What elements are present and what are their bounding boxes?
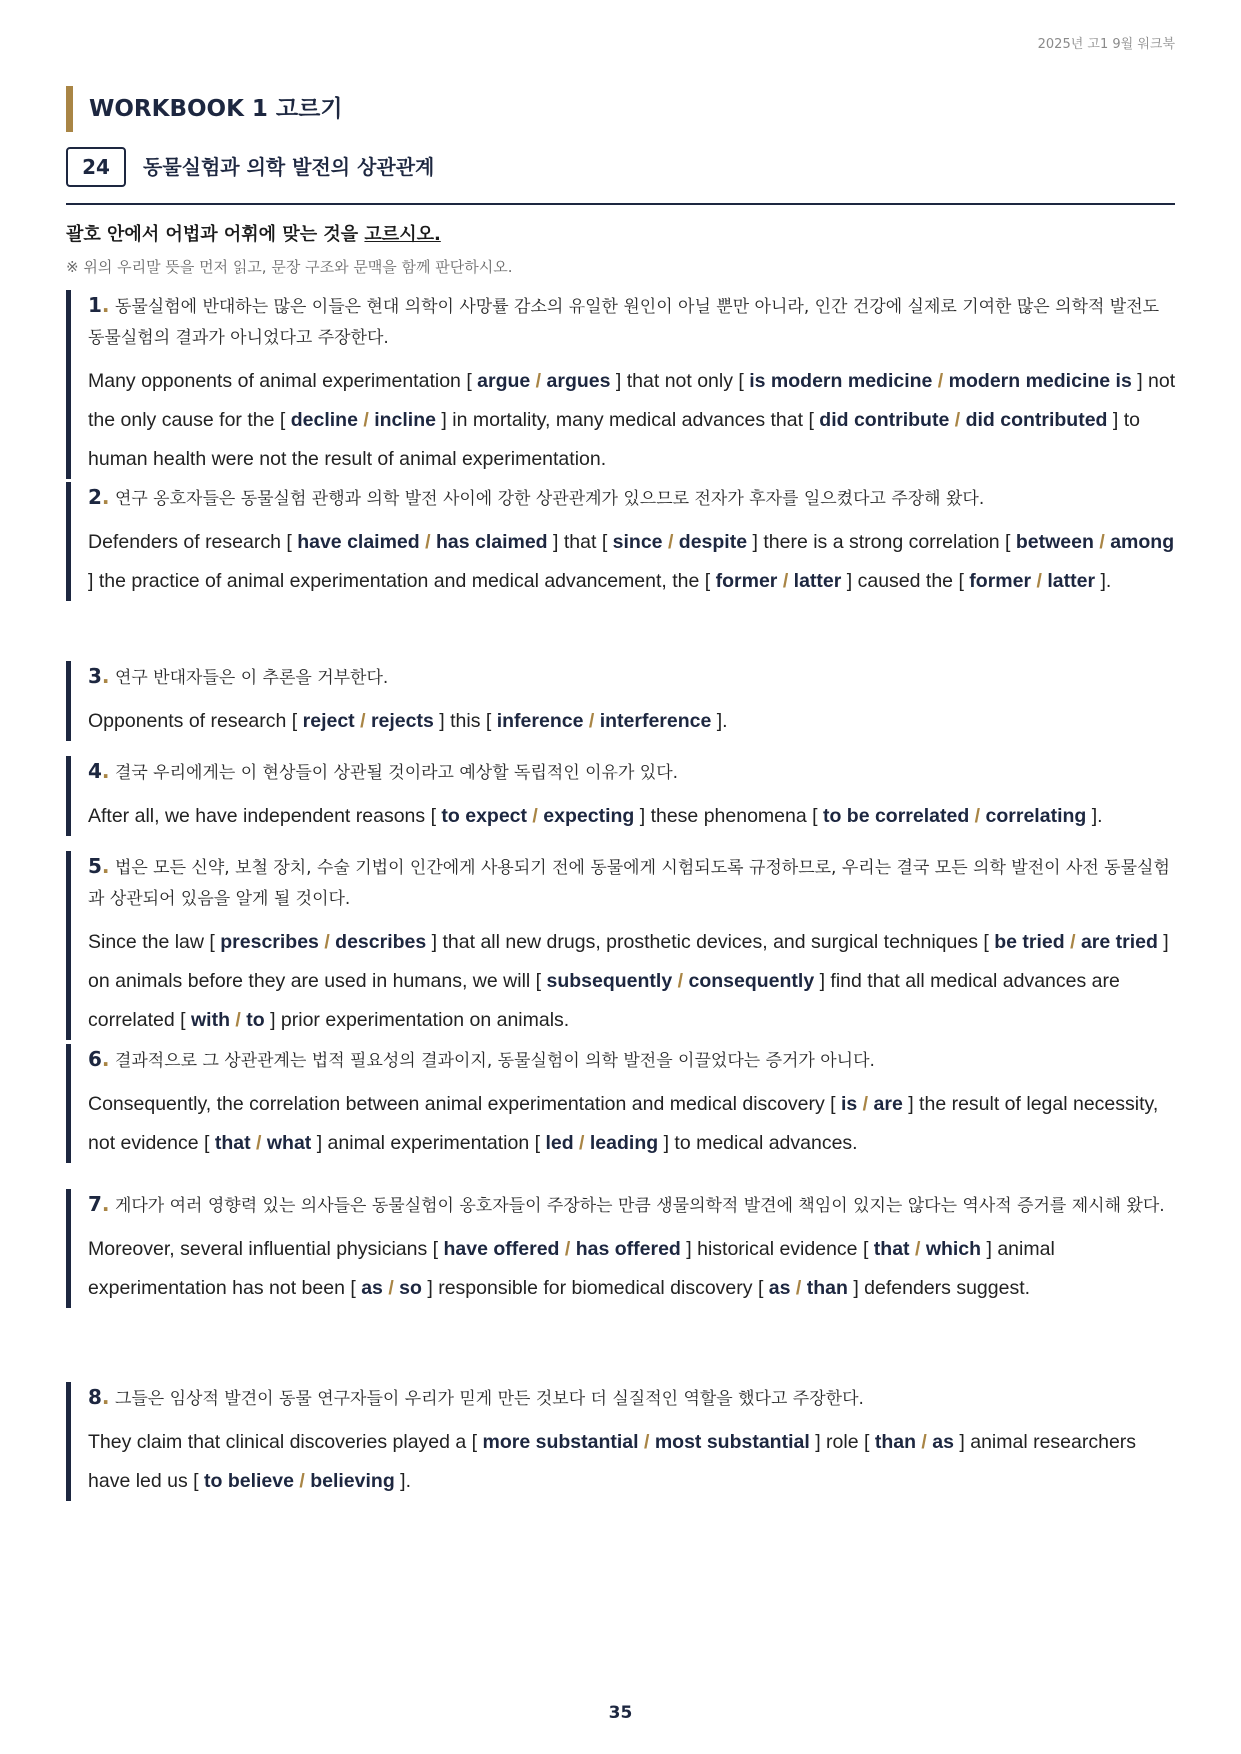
choice-group <box>286 531 558 553</box>
choice-option-b: among <box>1110 531 1175 553</box>
choice-group <box>193 1470 405 1492</box>
choice-group <box>536 970 825 992</box>
bracket-close: ] <box>711 710 723 732</box>
korean-text: 동물실험에 반대하는 많은 이들은 현대 의학이 사망률 감소의 유일한 원인이 아닐 뿐만 아니라, 인간 건강에 실제로 기여한 많은 의학적 발전도 동물실험의 결과가 아니었다고 주장한다. <box>88 297 1160 348</box>
choice-separator: / <box>857 1093 874 1115</box>
question-5 <box>66 851 1177 1040</box>
choice-option-b: despite <box>678 531 748 553</box>
choice-option-a: inference <box>496 710 584 732</box>
unit-title: 동물실험과 의학 발전의 상관관계 <box>143 155 435 179</box>
sentence-text: responsible for biomedical discovery <box>432 1277 758 1299</box>
bracket-open: [ <box>808 409 820 431</box>
choice-group <box>180 1009 275 1031</box>
choice-group <box>280 409 447 431</box>
bracket-open: [ <box>180 1009 191 1031</box>
bracket-close: ] <box>1086 805 1098 827</box>
question-6 <box>66 1044 1177 1163</box>
question-7 <box>66 1189 1177 1308</box>
bracket-open: [ <box>983 931 995 953</box>
unit-number: 24 <box>66 147 126 187</box>
choice-option-a: between <box>1015 531 1094 553</box>
bracket-open: [ <box>704 570 716 592</box>
choice-option-b: are <box>873 1093 903 1115</box>
choice-option-b: incline <box>374 409 436 431</box>
choice-option-b: leading <box>589 1132 659 1154</box>
choice-separator: / <box>638 1431 655 1453</box>
sentence-text: in mortality, many medical advances that <box>446 409 809 431</box>
bracket-open: [ <box>204 1132 215 1154</box>
choice-separator: / <box>949 409 966 431</box>
choice-group <box>830 1093 914 1115</box>
choice-group <box>433 1238 692 1260</box>
choice-option-b: than <box>806 1277 848 1299</box>
choice-option-a: led <box>545 1132 574 1154</box>
choice-option-b: which <box>925 1238 982 1260</box>
choice-option-b: so <box>399 1277 422 1299</box>
choice-group <box>431 805 646 827</box>
choice-option-a: have claimed <box>297 531 420 553</box>
choice-option-a: reject <box>302 710 355 732</box>
number-dot: . <box>101 1047 110 1071</box>
choice-option-b: interference <box>599 710 712 732</box>
question-8 <box>66 1382 1177 1501</box>
number-dot: . <box>101 293 110 317</box>
sentence-text: Many opponents of animal experimentation <box>88 370 467 392</box>
bracket-close: ] <box>426 931 438 953</box>
choice-separator: / <box>357 409 375 431</box>
bracket-open: [ <box>863 1431 875 1453</box>
choice-group <box>808 409 1118 431</box>
choice-option-a: as <box>768 1277 791 1299</box>
question-4 <box>66 756 1177 836</box>
sentence-text: role <box>820 1431 864 1453</box>
choice-option-a: to be correlated <box>822 805 970 827</box>
choice-option-b: has claimed <box>435 531 548 553</box>
choice-separator: / <box>932 370 949 392</box>
question-number: 5 <box>88 854 102 878</box>
choice-group <box>863 1238 992 1260</box>
choice-option-a: is <box>840 1093 858 1115</box>
choice-group <box>209 931 437 953</box>
choice-option-b: most substantial <box>654 1431 810 1453</box>
korean-text: 법은 모든 신약, 보철 장치, 수술 기법이 인간에게 사용되기 전에 동물에게 시험되도록 규정하므로, 우리는 결국 모든 의학 발전이 사전 동물실험과 상관되어 있음을 알게 될 것이다. <box>88 858 1170 909</box>
sentence-text: find that all medical advances are correlated <box>88 970 1120 1031</box>
bracket-open: [ <box>812 805 823 827</box>
choice-group <box>864 1431 965 1453</box>
choice-option-b: correlating <box>985 805 1087 827</box>
bracket-close: ] <box>680 1238 692 1260</box>
bracket-open: [ <box>466 370 478 392</box>
bracket-open: [ <box>485 710 497 732</box>
bracket-close: ] <box>658 1132 669 1154</box>
choice-option-b: did contributed <box>965 409 1108 431</box>
choice-separator: / <box>382 1277 400 1299</box>
sentence-text: prior experimentation on animals. <box>275 1009 570 1031</box>
choice-separator: / <box>969 805 986 827</box>
choice-group <box>472 1431 821 1453</box>
english-sentence <box>88 1423 1177 1501</box>
sentence-text: the practice of animal experimentation and medical advancement, the <box>93 570 705 592</box>
english-sentence <box>88 523 1177 601</box>
choice-option-b: what <box>266 1132 312 1154</box>
choice-option-b: as <box>932 1431 954 1453</box>
choice-group <box>738 370 1142 392</box>
english-sentence <box>88 797 1177 836</box>
bracket-close: ] <box>747 531 758 553</box>
choice-option-a: more substantial <box>482 1431 639 1453</box>
bracket-open: [ <box>830 1093 841 1115</box>
bracket-close: ] <box>847 1277 859 1299</box>
choice-group <box>204 1132 322 1154</box>
choice-option-b: believing <box>310 1470 395 1492</box>
sentence-text: that <box>558 531 602 553</box>
choice-option-a: argue <box>477 370 531 392</box>
bracket-close: ] <box>311 1132 323 1154</box>
bracket-open: [ <box>471 1431 483 1453</box>
choice-option-a: since <box>612 531 663 553</box>
choice-option-a: have offered <box>443 1238 560 1260</box>
question-1 <box>66 290 1177 479</box>
number-dot: . <box>101 485 110 509</box>
number-dot: . <box>101 759 110 783</box>
sentence-text: . <box>722 710 728 732</box>
choice-group <box>535 1132 669 1154</box>
sentence-text: Moreover, several influential physicians <box>88 1238 433 1260</box>
korean-text: 그들은 임상적 발견이 동물 연구자들이 우리가 믿게 만든 것보다 더 실질적인 역할을 했다고 주장한다. <box>114 1389 864 1409</box>
sentence-text: defenders suggest. <box>858 1277 1031 1299</box>
bracket-open: [ <box>193 1470 204 1492</box>
choice-group <box>292 710 445 732</box>
instruction <box>66 220 441 246</box>
choice-option-a: to expect <box>441 805 528 827</box>
choice-separator: / <box>527 805 544 827</box>
bracket-open: [ <box>958 570 970 592</box>
choice-group <box>350 1277 432 1299</box>
bracket-close: ] <box>88 570 94 592</box>
bracket-close: ] <box>902 1093 914 1115</box>
english-sentence <box>88 1085 1177 1163</box>
bracket-open: [ <box>738 370 750 392</box>
question-2 <box>66 482 1177 601</box>
sentence-text: not the only cause for the <box>88 370 1176 431</box>
korean-text: 연구 옹호자들은 동물실험 관행과 의학 발전 사이에 강한 상관관계가 있으므로 전자가 후자를 일으켰다고 주장해 왔다. <box>114 489 985 509</box>
bracket-close: ] <box>1157 931 1169 953</box>
choice-option-a: that <box>873 1238 910 1260</box>
page-number: 35 <box>608 1703 633 1723</box>
choice-separator: / <box>672 970 689 992</box>
question-number: 8 <box>88 1385 102 1409</box>
choice-separator: / <box>1093 531 1111 553</box>
bracket-open: [ <box>432 1238 444 1260</box>
question-number: 4 <box>88 759 102 783</box>
korean-text: 게다가 여러 영향력 있는 의사들은 동물실험이 옹호자들이 주장하는 만큼 생물의학적 발견에 책임이 있지는 않다는 역사적 증거를 제시해 왔다. <box>114 1196 1165 1216</box>
choice-option-b: latter <box>793 570 842 592</box>
sentence-text: to medical advances. <box>669 1132 858 1154</box>
choice-option-b: modern medicine is <box>948 370 1132 392</box>
choice-group <box>758 1277 859 1299</box>
bracket-close: ] <box>953 1431 965 1453</box>
sentence-text: . <box>1105 570 1112 592</box>
choice-option-a: as <box>361 1277 383 1299</box>
bracket-close: ] <box>433 710 445 732</box>
choice-option-b: describes <box>335 931 427 953</box>
number-dot: . <box>101 1192 110 1216</box>
choice-separator: / <box>1064 931 1081 953</box>
korean-translation <box>88 1044 1177 1077</box>
choice-separator: / <box>662 531 679 553</box>
choice-option-a: former <box>969 570 1032 592</box>
korean-text: 결국 우리에게는 이 현상들이 상관될 것이라고 예상할 독립적인 이유가 있다. <box>114 763 679 783</box>
choice-separator: / <box>293 1470 311 1492</box>
instruction-text: 괄호 안에서 어법과 어휘에 맞는 것을 <box>66 224 365 245</box>
english-sentence <box>88 702 1177 741</box>
choice-separator: / <box>229 1009 247 1031</box>
page-header: 2025년 고1 9월 워크북 <box>1037 37 1175 52</box>
sentence-text: historical evidence <box>691 1238 863 1260</box>
choice-separator: / <box>354 710 371 732</box>
bracket-open: [ <box>291 710 303 732</box>
sentence-text: Consequently, the correlation between animal experimentation and medical discovery <box>88 1093 831 1115</box>
sentence-text: . <box>1097 805 1103 827</box>
question-number: 1 <box>88 293 102 317</box>
sentence-text: to human health were not the result of animal experimentation. <box>88 409 1140 470</box>
choice-separator: / <box>583 710 600 732</box>
choice-group <box>958 570 1105 592</box>
choice-separator: / <box>573 1132 590 1154</box>
bracket-close: ] <box>435 409 447 431</box>
bracket-open: [ <box>601 531 613 553</box>
korean-translation <box>88 661 1177 694</box>
choice-option-b: latter <box>1047 570 1096 592</box>
question-3 <box>66 661 1177 741</box>
korean-translation <box>88 756 1177 789</box>
unit-header <box>66 147 1175 205</box>
bracket-close: ] <box>547 531 559 553</box>
sentence-text: animal experimentation <box>322 1132 535 1154</box>
sentence-text: They claim that clinical discoveries played a <box>88 1431 472 1453</box>
choice-option-b: are tried <box>1080 931 1158 953</box>
choice-separator: / <box>1031 570 1048 592</box>
bracket-close: ] <box>634 805 646 827</box>
bracket-close: ] <box>809 1431 821 1453</box>
choice-group <box>486 710 722 732</box>
bracket-open: [ <box>430 805 442 827</box>
english-sentence <box>88 1230 1177 1308</box>
question-number: 7 <box>88 1192 102 1216</box>
choice-option-a: former <box>715 570 778 592</box>
bracket-open: [ <box>209 931 221 953</box>
choice-separator: / <box>559 1238 576 1260</box>
sentence-text: Since the law <box>88 931 210 953</box>
choice-option-b: expecting <box>543 805 635 827</box>
bracket-close: ] <box>610 370 622 392</box>
korean-text: 연구 반대자들은 이 추론을 거부한다. <box>114 668 389 688</box>
choice-separator: / <box>250 1132 267 1154</box>
choice-option-b: rejects <box>370 710 434 732</box>
choice-option-b: consequently <box>688 970 815 992</box>
bracket-close: ] <box>981 1238 992 1260</box>
choice-option-a: than <box>874 1431 916 1453</box>
bracket-open: [ <box>862 1238 874 1260</box>
bracket-close: ] <box>1131 370 1143 392</box>
choice-option-a: did contribute <box>819 409 950 431</box>
sentence-text: there is a strong correlation <box>757 531 1006 553</box>
sentence-text: this <box>444 710 486 732</box>
sentence-text: on animals before they are used in humans, we will <box>88 970 536 992</box>
sentence-text: animal researchers have led us <box>88 1431 1137 1492</box>
bracket-open: [ <box>757 1277 769 1299</box>
question-number: 3 <box>88 664 102 688</box>
instruction-note: ※ 위의 우리말 뜻을 먼저 읽고, 문장 구조와 문맥을 함께 판단하시오. <box>66 258 513 276</box>
sentence-text: that not only <box>621 370 739 392</box>
choice-separator: / <box>530 370 547 392</box>
sentence-text: the result of legal necessity, not evidence <box>88 1093 1159 1154</box>
english-sentence <box>88 362 1177 479</box>
choice-option-a: decline <box>290 409 358 431</box>
choice-option-a: that <box>214 1132 251 1154</box>
choice-separator: / <box>909 1238 926 1260</box>
bracket-close: ] <box>814 970 826 992</box>
bracket-close: ] <box>1095 570 1106 592</box>
sentence-text: Defenders of research <box>88 531 287 553</box>
choice-group <box>602 531 758 553</box>
korean-translation <box>88 851 1177 915</box>
bracket-open: [ <box>535 970 547 992</box>
choice-option-b: has offered <box>575 1238 681 1260</box>
choice-option-b: to <box>246 1009 265 1031</box>
choice-option-a: be tried <box>994 931 1065 953</box>
choice-option-b: argues <box>546 370 611 392</box>
korean-translation <box>88 290 1177 354</box>
sentence-text: these phenomena <box>645 805 813 827</box>
question-number: 6 <box>88 1047 102 1071</box>
choice-separator: / <box>777 570 794 592</box>
bracket-open: [ <box>286 531 298 553</box>
choice-group <box>812 805 1097 827</box>
choice-separator: / <box>419 531 436 553</box>
bracket-open: [ <box>350 1277 362 1299</box>
number-dot: . <box>101 1385 110 1409</box>
bracket-close: ] <box>1107 409 1119 431</box>
korean-translation <box>88 1382 1177 1415</box>
sentence-text: caused the <box>852 570 959 592</box>
bracket-close: ] <box>264 1009 276 1031</box>
korean-translation <box>88 1189 1177 1222</box>
choice-option-a: prescribes <box>220 931 319 953</box>
choice-option-a: is modern medicine <box>749 370 933 392</box>
sentence-text: Opponents of research <box>88 710 292 732</box>
choice-separator: / <box>790 1277 807 1299</box>
bracket-close: ] <box>841 570 853 592</box>
choice-option-a: with <box>190 1009 230 1031</box>
korean-translation <box>88 482 1177 515</box>
instruction-underlined: 고르시오. <box>364 224 441 245</box>
choice-group <box>705 570 852 592</box>
bracket-close: ] <box>421 1277 433 1299</box>
sentence-text: animal experimentation has not been <box>88 1238 1055 1299</box>
bracket-open: [ <box>1005 531 1016 553</box>
korean-text: 결과적으로 그 상관관계는 법적 필요성의 결과이지, 동물실험이 의학 발전을 이끌었다는 증거가 아니다. <box>114 1051 875 1071</box>
bracket-open: [ <box>279 409 291 431</box>
sentence-text: that all new drugs, prosthetic devices, and surgical techniques <box>437 931 984 953</box>
question-number: 2 <box>88 485 102 509</box>
sentence-text: . <box>405 1470 412 1492</box>
english-sentence <box>88 923 1177 1040</box>
choice-separator: / <box>318 931 336 953</box>
sentence-text: After all, we have independent reasons <box>88 805 431 827</box>
bracket-open: [ <box>534 1132 546 1154</box>
choice-option-a: to believe <box>204 1470 294 1492</box>
bracket-close: ] <box>394 1470 406 1492</box>
number-dot: . <box>101 664 110 688</box>
number-dot: . <box>101 854 110 878</box>
choice-group <box>466 370 621 392</box>
choice-group <box>983 931 1168 953</box>
workbook-title: WORKBOOK 1 고르기 <box>66 86 343 132</box>
choice-option-a: subsequently <box>546 970 673 992</box>
choice-separator: / <box>916 1431 933 1453</box>
